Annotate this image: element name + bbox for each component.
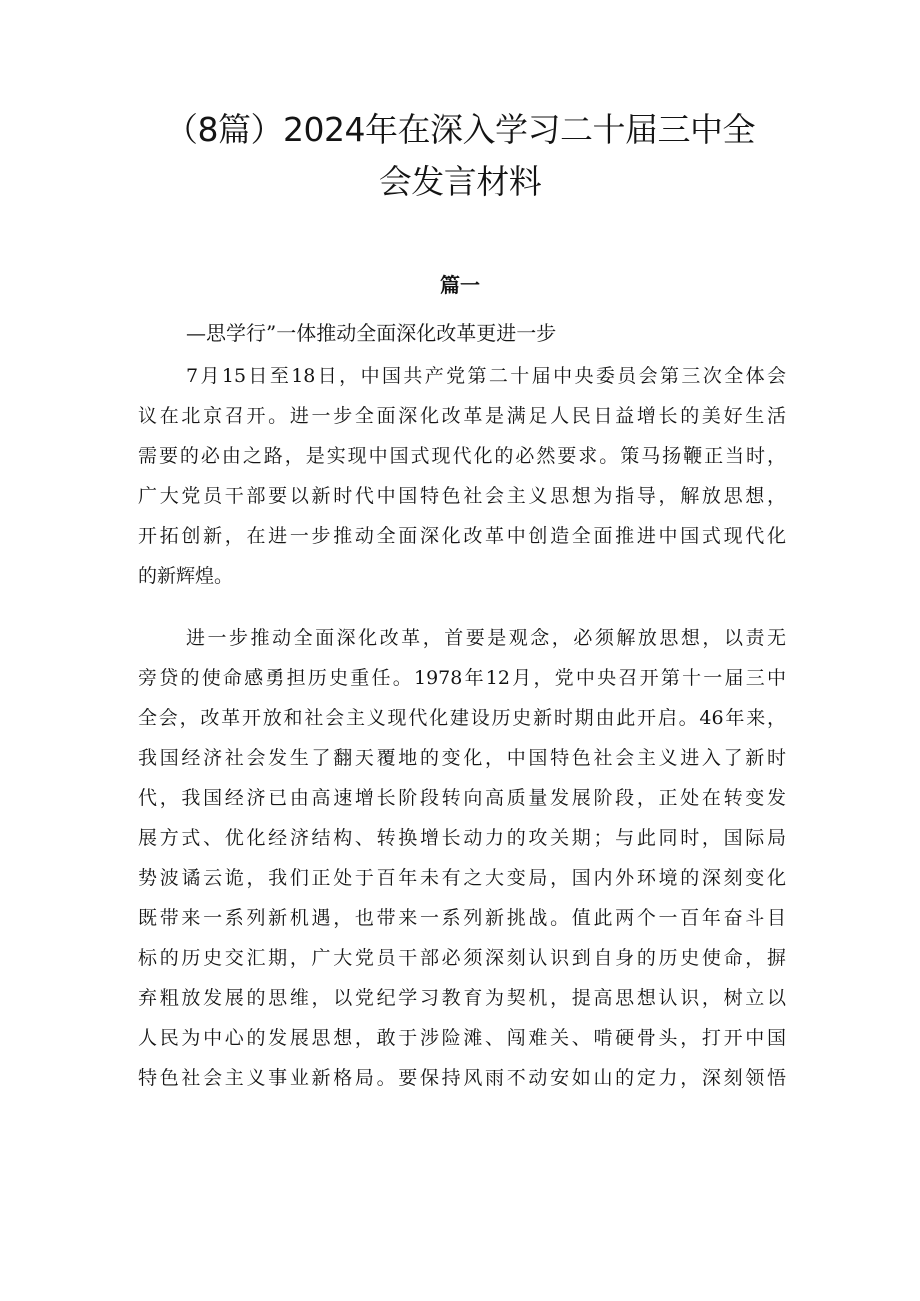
text-line: 人民为中心的发展思想，敢于涉险滩、闯难关、啃硬骨头，打开中国 [138, 1027, 786, 1049]
text-line: 势波谲云诡，我们正处于百年未有之大变局，国内外环境的深刻变化 [138, 867, 786, 889]
text-line: 全会，改革开放和社会主义现代化建设历史新时期由此开启。46年来， [138, 707, 786, 729]
document-title [120, 104, 800, 208]
title-line: （8篇）2024年在深入学习二十届三中全 [165, 110, 755, 149]
text-line: 展方式、优化经济结构、转换增长动力的攻关期；与此同时，国际局 [138, 827, 786, 849]
section-heading: 篇一 [440, 273, 480, 297]
text-line: 需要的必由之路，是实现中国式现代化的必然要求。策马扬鞭正当时， [138, 445, 786, 467]
body-paragraph [138, 618, 786, 1098]
text-line: 代，我国经济已由高速增长阶段转向高质量发展阶段，正处在转变发 [138, 787, 786, 809]
text-line: 开拓创新，在进一步推动全面深化改革中创造全面推进中国式现代化 [138, 525, 786, 547]
text-line: 既带来一系列新机遇，也带来一系列新挑战。值此两个一百年奋斗目 [138, 907, 786, 929]
text-line: 我国经济社会发生了翻天覆地的变化，中国特色社会主义进入了新时 [138, 747, 786, 769]
text-line: 广大党员干部要以新时代中国特色社会主义思想为指导，解放思想， [138, 485, 786, 507]
title-line: 会发言材料 [378, 162, 542, 201]
text-line: 议在北京召开。进一步全面深化改革是满足人民日益增长的美好生活 [138, 405, 786, 427]
text-line: 进一步推动全面深化改革，首要是观念，必须解放思想，以责无 [186, 627, 786, 649]
text-line: 旁贷的使命感勇担历史重任。1978年12月，党中央召开第十一届三中 [138, 667, 786, 689]
body-paragraph [138, 356, 786, 596]
text-line: 特色社会主义事业新格局。要保持风雨不动安如山的定力，深刻领悟 [138, 1067, 786, 1089]
text-line: 的新辉煌。 [138, 565, 234, 587]
text-line: 标的历史交汇期，广大党员干部必须深刻认识到自身的历史使命，摒 [138, 947, 786, 969]
text-line: 7月15日至18日，中国共产党第二十届中央委员会第三次全体会 [186, 365, 786, 387]
article-subtitle: —思学行”一体推动全面深化改革更进一步 [186, 321, 557, 345]
text-line: 弃粗放发展的思维，以党纪学习教育为契机，提高思想认识，树立以 [138, 987, 786, 1009]
